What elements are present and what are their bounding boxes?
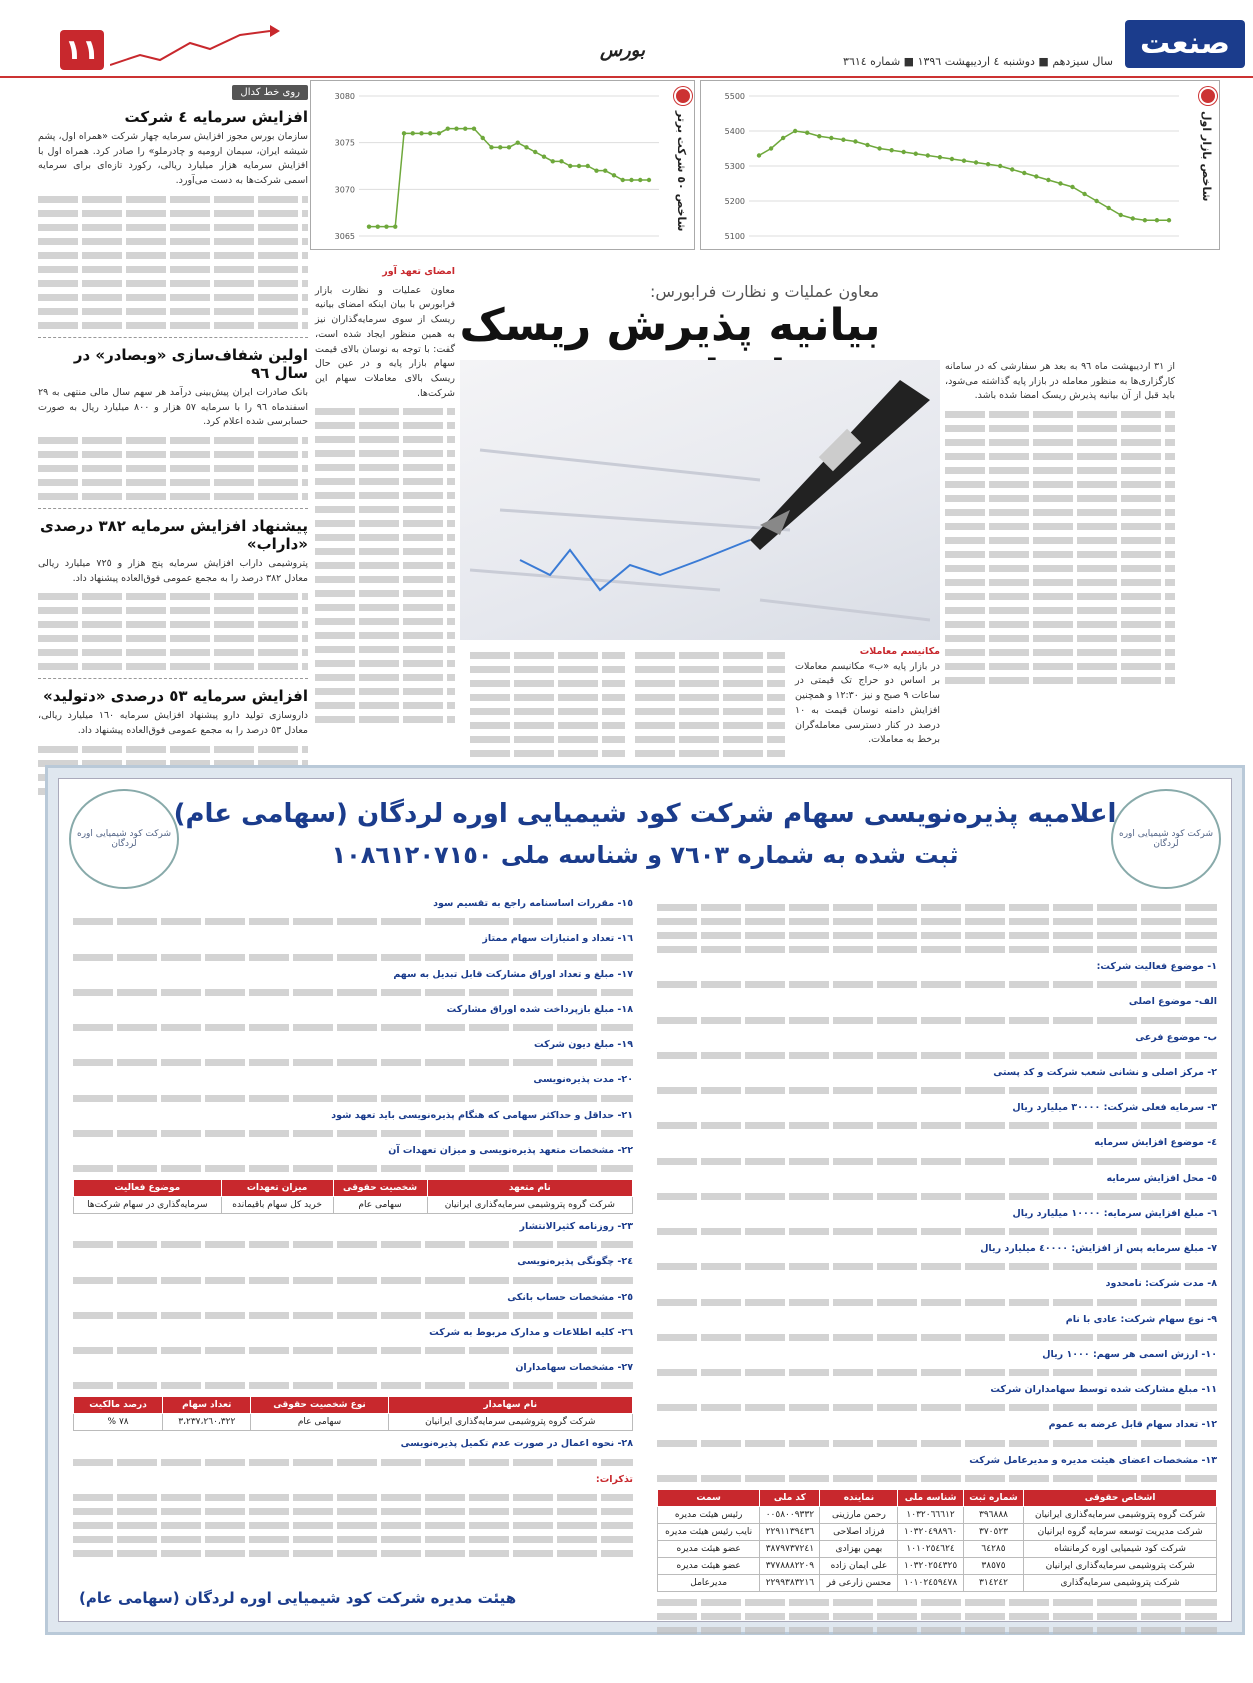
ad-title: اعلامیه پذیره‌نویسی سهام شرکت کود شیمیایی اوره لردگان (سهامی عام) <box>173 799 1117 829</box>
ad-clause: ٣- سرمایه فعلی شرکت: ٣٠٠٠٠ میلیارد ریال <box>1012 1102 1217 1113</box>
data-point <box>1155 218 1159 222</box>
ad-clause: ٢٨- نحوه اعمال در صورت عدم تکمیل پذیره‌نویسی <box>400 1438 633 1450</box>
ad-clause: ٢٦- کلیه اطلاعات و مدارک مربوط به شرکت <box>429 1326 633 1338</box>
ad-clause: ١٢- تعداد سهام قابل عرضه به عموم <box>1048 1419 1217 1431</box>
data-point <box>446 126 450 130</box>
table-cell: عضو هیئت مدیره <box>658 1540 760 1557</box>
data-point <box>1022 171 1026 175</box>
table-cell: سهامی عام <box>333 1197 427 1214</box>
table-cell: رئیس هیئت مدیره <box>658 1506 760 1523</box>
table-header: نماینده <box>820 1489 898 1506</box>
data-point <box>998 164 1002 168</box>
data-point <box>577 164 581 168</box>
data-point <box>1070 185 1074 189</box>
ad-right-half <box>657 897 1217 1641</box>
data-point <box>559 159 563 163</box>
news-body: داروسازی تولید دارو پیشنهاد افزایش سرمایه ١٦٠ میلیارد ریالی، معادل ٥٣ درصد را به مجمع عمومی فوق‌العاده پیشنهاد داد. <box>38 710 308 737</box>
article-column <box>470 645 625 760</box>
ad-clause: ١٨- مبلغ بازپرداخت شده اوراق مشارکت <box>446 1003 633 1015</box>
column-tag: روی خط کدال <box>232 85 308 100</box>
table-cell: ٣٧٧٨٨٨٢٢٠٩ <box>760 1557 820 1574</box>
tick-label: 5300 <box>724 162 745 171</box>
data-point <box>1046 178 1050 182</box>
ad-clause: ٨- مدت شرکت: نامحدود <box>1105 1278 1217 1290</box>
notes-title: تذکرات: <box>595 1473 633 1485</box>
news-body: سازمان بورس مجوز افزایش سرمایه چهار شرکت «همراه اول، پشم شیشه ایران، سیمان ارومیه و چادرملو» را صادر کرد. همراه اول با افزایش سرمایه هزار میلیارد ریالی، رکورد تازه‌ای برای سرمایه اسمی شرکت‌ها به دست می‌آورد. <box>38 131 308 187</box>
ad-clause: ٥- محل افزایش سرمایه <box>1106 1172 1217 1184</box>
article-kicker: معاون عملیات و نظارت فرابورس: <box>650 282 880 301</box>
series-line <box>369 129 649 227</box>
ad-clause: ٢٥- مشخصات حساب بانکی <box>507 1291 633 1303</box>
data-point <box>419 131 423 135</box>
pen-signing-photo <box>460 360 940 640</box>
data-point <box>603 168 607 172</box>
data-point <box>781 136 785 140</box>
data-point <box>463 126 467 130</box>
chart-bullet-icon <box>1199 87 1217 105</box>
table-cell: مدیرعامل <box>658 1574 760 1591</box>
chart-top50 <box>310 80 695 250</box>
company-seal: شرکت کود شیمیایی اوره لردگان <box>1111 789 1221 889</box>
article-column <box>315 265 455 765</box>
data-point <box>367 224 371 228</box>
page-header <box>0 0 1253 78</box>
data-point <box>1082 192 1086 196</box>
table-cell: ٧٨ % <box>74 1414 163 1431</box>
ad-clause: ٢٣- روزنامه کثیرالانتشار <box>519 1221 633 1232</box>
table-row <box>658 1574 1217 1591</box>
data-point <box>393 224 397 228</box>
ad-signature: هیئت مدیره شرکت کود شیمیایی اوره لردگان (سهامی عام) <box>79 1589 517 1607</box>
table-cell: خرید کل سهام باقیمانده <box>221 1197 333 1214</box>
table-row <box>658 1523 1217 1540</box>
table-row <box>658 1557 1217 1574</box>
table-header: تعداد سهام <box>163 1397 251 1414</box>
ad-clause: ١- موضوع فعالیت شرکت: <box>1096 961 1217 972</box>
table-cell: ٣١٤٢٤٢ <box>963 1574 1023 1591</box>
table-cell: فرزاد اصلاحی <box>820 1523 898 1540</box>
ad-clause: ٢٤- چگونگی پذیره‌نویسی <box>517 1256 633 1268</box>
article-headline: بیانیه پذیرش ریسک <box>459 300 881 351</box>
data-point <box>865 143 869 147</box>
table-cell: ٦٤٢٨٥ <box>963 1540 1023 1557</box>
data-point <box>1119 213 1123 217</box>
data-point <box>524 145 528 149</box>
ad-clause: ١٣- مشخصات اعضای هیئت مدیره و مدیرعامل شرکت <box>969 1454 1217 1466</box>
table-cell: شرکت گروه پتروشیمی سرمایه‌گذاری ایرانیان <box>388 1414 632 1431</box>
table-cell: بهمن بهزادی <box>820 1540 898 1557</box>
table-header: سمت <box>658 1489 760 1506</box>
ad-subtitle: ثبت شده به شماره ٧٦٠٣ و شناسه ملی ١٠٨٦١٢٠٧١٥٠ <box>331 841 959 869</box>
ad-clause: ١٥- مقررات اساسنامه راجع به تقسیم سود <box>433 898 633 909</box>
table-cell: علی ایمان زاده <box>820 1557 898 1574</box>
data-point <box>986 162 990 166</box>
data-point <box>962 159 966 163</box>
ad-clause: ١٠- ارزش اسمی هر سهم: ١٠٠٠ ریال <box>1042 1348 1217 1360</box>
chart-title: شاخص ٥٠ شرکت برتر <box>675 111 688 232</box>
data-point <box>1010 167 1014 171</box>
data-point <box>829 136 833 140</box>
news-title: افزایش سرمایه ٤ شرکت <box>124 108 308 126</box>
table-cell: ٢٢٩٩٣٨٣٢١٦ <box>760 1574 820 1591</box>
table-header: موضوع فعالیت <box>74 1180 222 1197</box>
article-column <box>945 360 1175 760</box>
table-cell: ١٠٣٢٠٤٩٨٩٦٠ <box>898 1523 963 1540</box>
data-point <box>411 131 415 135</box>
table-row <box>74 1414 633 1431</box>
data-point <box>498 145 502 149</box>
table-cell: نایب رئیس هیئت مدیره <box>658 1523 760 1540</box>
data-point <box>974 160 978 164</box>
ipo-announcement <box>45 765 1245 1635</box>
tick-label: 5100 <box>724 232 745 241</box>
data-point <box>489 145 493 149</box>
ad-clause: ١٩- مبلغ دیون شرکت <box>534 1039 633 1050</box>
pen-illustration <box>460 360 940 640</box>
ad-clause: ٢- مرکز اصلی و نشانی شعب شرکت و کد پستی <box>993 1066 1217 1078</box>
tick-label: 5200 <box>724 197 745 206</box>
data-point <box>1094 199 1098 203</box>
data-point <box>629 178 633 182</box>
ad-clause: ٦- مبلغ افزایش سرمایه: ١٠٠٠٠ میلیارد ریال <box>1012 1207 1217 1219</box>
data-point <box>542 154 546 158</box>
table-header: نوع شخصیت حقوقی <box>251 1397 388 1414</box>
table-cell: شرکت گروه پتروشیمی سرمایه‌گذاری ایرانیان <box>1024 1506 1217 1523</box>
data-point <box>647 178 651 182</box>
issue-line: سال سیزدهم ■ دوشنبه ٤ اردیبهشت ١٣٩٦ ■ شماره ٣٦١٤ <box>843 55 1113 68</box>
chart-title: شاخص بازار اول <box>1200 111 1213 202</box>
table-cell: سرمایه‌گذاری در سهام شرکت‌ها <box>74 1197 222 1214</box>
table-cell: رحمن مارزینی <box>820 1506 898 1523</box>
table-cell: ١٠٣٢٠٦٦٦١٢ <box>898 1506 963 1523</box>
data-point <box>841 138 845 142</box>
ad-clause: ٢١- حداقل و حداکثر سهامی که هنگام پذیره‌نویسی باید تعهد شود <box>331 1109 633 1121</box>
article-subhead: امضای تعهد آور <box>382 266 455 277</box>
tick-label: 5500 <box>724 92 745 101</box>
article-body: در بازار پایه «ب» مکانیسم معاملات بر اساس دو حراج تک قیمتی در ساعات ٩ صبح و نیز ١٢:٣٠ و همچنین افزایش دامنه نوسان قیمت به ١٠ درصد در کنار دسترسی معامله‌گران برخط به معاملات. <box>795 660 940 746</box>
shareholder-table <box>73 1396 633 1431</box>
data-point <box>757 153 761 157</box>
data-point <box>853 139 857 143</box>
commitment-table <box>73 1179 633 1214</box>
data-point <box>889 148 893 152</box>
table-cell: عضو هیئت مدیره <box>658 1557 760 1574</box>
data-point <box>1167 218 1171 222</box>
newspaper-logo: صنعت <box>1125 20 1245 68</box>
tick-label: 3075 <box>334 138 355 148</box>
ad-clause: ب- موضوع فرعی <box>1135 1031 1217 1043</box>
ad-clause: الف- موضوع اصلی <box>1128 996 1217 1008</box>
ad-clause: ٢٧- مشخصات سهامداران <box>515 1362 633 1373</box>
table-header: نام متعهد <box>427 1180 632 1197</box>
data-point <box>1107 206 1111 210</box>
news-body: پتروشیمی داراب افزایش سرمایه پنج هزار و ٧٢٥ میلیارد ریالی معادل ٣٨٢ درصد را به مجمع عمومی فوق‌العاده پیشنهاد داد. <box>38 558 308 584</box>
page-number: ١١ <box>60 30 104 70</box>
data-point <box>1143 218 1147 222</box>
table-header: شخصیت حقوقی <box>333 1180 427 1197</box>
news-title: افزایش سرمایه ٥٣ درصدی «دتولید» <box>43 687 308 706</box>
tick-label: 5400 <box>724 127 745 136</box>
table-row <box>658 1506 1217 1523</box>
ad-clause: ٢٠- مدت پذیره‌نویسی <box>533 1074 633 1086</box>
data-point <box>402 131 406 135</box>
article-column <box>635 645 785 760</box>
data-point <box>428 131 432 135</box>
board-table <box>657 1489 1217 1592</box>
table-cell: ٣،٢٣٧،٢٦٠،٣٢٢ <box>163 1414 251 1431</box>
data-point <box>384 224 388 228</box>
data-point <box>914 152 918 156</box>
news-body: بانک صادرات ایران پیش‌بینی درآمد هر سهم سال مالی منتهی به ٢٩ اسفندماه ٩٦ را با سرمایه ٥٧ هزار و ٨٠٠ میلیارد ریال به صورت حسابرسی شده اعلام کرد. <box>38 386 308 428</box>
data-point <box>454 126 458 130</box>
chart-svg <box>319 86 669 246</box>
ad-clause: ١١- مبلغ مشارکت شده توسط سهامداران شرکت <box>990 1384 1217 1395</box>
news-title: پیشنهاد افزایش سرمایه ٣٨٢ درصدی «داراب» <box>40 517 308 554</box>
table-header: اشخاص حقوقی <box>1024 1489 1217 1506</box>
table-row <box>74 1197 633 1214</box>
data-point <box>638 178 642 182</box>
table-cell: ٠٠٥٨٠٠٩٣٣٢ <box>760 1506 820 1523</box>
table-header: نام سهامدار <box>388 1397 632 1414</box>
arrow-graph-icon <box>110 25 280 70</box>
data-point <box>551 159 555 163</box>
table-cell: محسن زارعی فر <box>820 1574 898 1591</box>
data-point <box>594 168 598 172</box>
table-header: شماره ثبت <box>963 1489 1023 1506</box>
data-point <box>902 150 906 154</box>
data-point <box>507 145 511 149</box>
tick-label: 3070 <box>334 185 355 195</box>
data-point <box>612 173 616 177</box>
data-point <box>1058 181 1062 185</box>
table-row <box>658 1540 1217 1557</box>
article-body: معاون عملیات و نظارت بازار فرابورس با بیان اینکه امضای بیانیه ریسک از سوی سرمایه‌گذاران نیز به همین منظور ایجاد شده است، گفت: با توجه به نوسان بالای قیمت سهام بازار پایه و در عین حال ریسک بالای معاملات سهام این شرکت‌ها. <box>315 284 455 399</box>
ad-clause: ٧- مبلغ سرمایه پس از افزایش: ٤٠٠٠٠ میلیارد ریال <box>980 1243 1217 1254</box>
table-cell: ٣٨٧٩٧٣٧٢٤١ <box>760 1540 820 1557</box>
ad-left-half <box>73 897 633 1564</box>
data-point <box>805 131 809 135</box>
data-point <box>533 150 537 154</box>
table-cell: شرکت گروه پتروشیمی سرمایه‌گذاری ایرانیان <box>427 1197 632 1214</box>
tick-label: 3065 <box>334 232 355 241</box>
table-header: شناسه ملی <box>898 1489 963 1506</box>
data-point <box>481 136 485 140</box>
data-point <box>926 153 930 157</box>
table-cell: شرکت پتروشیمی سرمایه‌گذاری <box>1024 1574 1217 1591</box>
table-cell: سهامی عام <box>251 1414 388 1431</box>
article-lead: از ٣١ اردیبهشت ماه ٩٦ به بعد هر سفارشی که در سامانه کارگزاری‌ها به منظور معامله در بازار پایه گذاشته می‌شود، باید قبل از آن بیانیه پذیرش ریسک امضا شده باشد. <box>945 361 1175 402</box>
table-cell: ٣٧٠٥٢٣ <box>963 1523 1023 1540</box>
data-point <box>817 134 821 138</box>
ad-clause: ٤- موضوع افزایش سرمایه <box>1094 1137 1217 1149</box>
table-cell: شرکت کود شیمیایی اوره کرمانشاه <box>1024 1540 1217 1557</box>
data-point <box>472 126 476 130</box>
table-cell: شرکت پتروشیمی سرمایه‌گذاری ایرانیان <box>1024 1557 1217 1574</box>
data-point <box>1131 216 1135 220</box>
table-header: کد ملی <box>760 1489 820 1506</box>
tick-label: 3080 <box>334 92 355 101</box>
ad-clause: ١٧- مبلغ و تعداد اوراق مشارکت قابل تبدیل به سهم <box>393 968 633 980</box>
data-point <box>950 157 954 161</box>
table-cell: ٣٨٥٧٥ <box>963 1557 1023 1574</box>
data-point <box>793 129 797 133</box>
table-cell: ١٠١٠٢٤٥٩٤٧٨ <box>898 1574 963 1591</box>
table-cell: ٣٩٦٨٨٨ <box>963 1506 1023 1523</box>
section-title: بورس <box>600 40 645 61</box>
ad-clause: ٩- نوع سهام شرکت: عادی با نام <box>1065 1313 1217 1325</box>
table-cell: ٢٢٩١١٣٩٤٣٦ <box>760 1523 820 1540</box>
table-cell: شرکت مدیریت توسعه سرمایه گروه ایرانیان <box>1024 1523 1217 1540</box>
data-point <box>621 178 625 182</box>
data-point <box>437 131 441 135</box>
ad-clause: ١٦- تعداد و امتیازات سهام ممتاز <box>482 933 633 945</box>
data-point <box>769 146 773 150</box>
data-point <box>586 164 590 168</box>
chart-market-one <box>700 80 1220 250</box>
article-column <box>795 645 940 760</box>
company-seal: شرکت کود شیمیایی اوره لردگان <box>69 789 179 889</box>
data-point <box>938 155 942 159</box>
table-header: میزان تعهدات <box>221 1180 333 1197</box>
table-cell: ١٠٣٢٠٢٥٤٣٢٥ <box>898 1557 963 1574</box>
ad-clause: ٢٢- مشخصات متعهد پذیره‌نویسی و میزان تعهدات آن <box>388 1144 633 1156</box>
article-subhead: مکانیسم معاملات <box>859 646 940 657</box>
data-point <box>376 224 380 228</box>
data-point <box>1034 174 1038 178</box>
news-title: اولین شفاف‌سازی «وبصادر» در سال ٩٦ <box>73 345 308 382</box>
data-point <box>877 146 881 150</box>
data-point <box>568 164 572 168</box>
table-header: درصد مالکیت <box>74 1397 163 1414</box>
chart-svg <box>709 86 1189 246</box>
data-point <box>516 140 520 144</box>
table-cell: ١٠١٠٢٥٤٦٢٤ <box>898 1540 963 1557</box>
chart-bullet-icon <box>674 87 692 105</box>
